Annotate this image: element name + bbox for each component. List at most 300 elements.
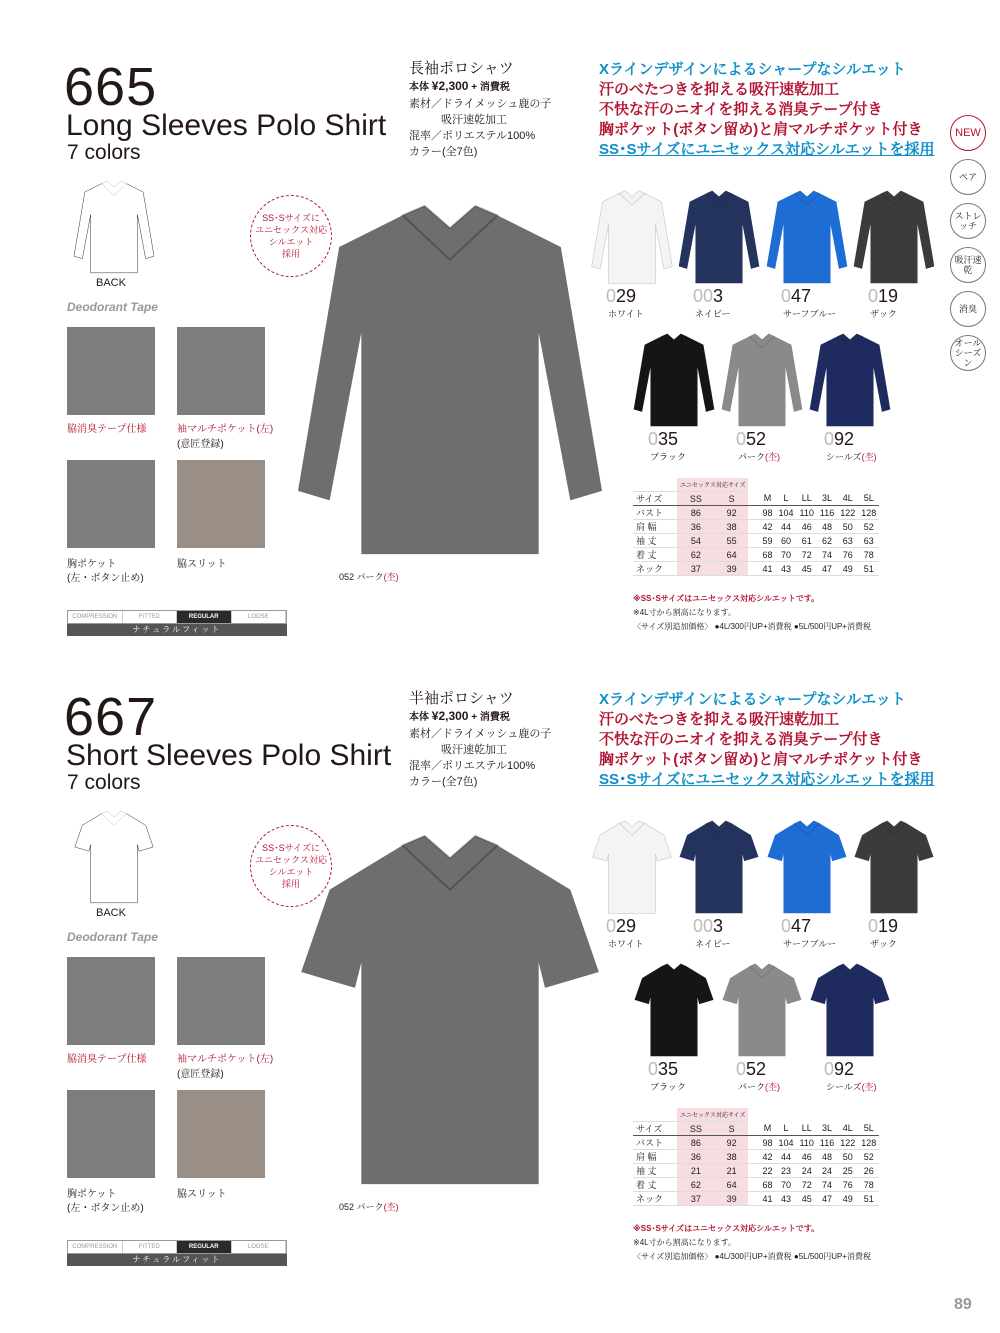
size-row	[633, 1178, 879, 1192]
size-cell: 42	[748, 520, 775, 534]
model-number: 667	[64, 687, 158, 747]
swatch-code-num: 52	[746, 429, 767, 449]
size-cell: 24	[797, 1164, 817, 1178]
stamp-line: SS･Sサイズに	[262, 213, 320, 223]
stamp-line: シルエット	[268, 867, 314, 877]
size-cell: 39	[715, 562, 749, 576]
detail-photo	[177, 957, 265, 1045]
swatch-name-text: ザック	[870, 939, 897, 949]
size-cell: 68	[748, 548, 775, 562]
color-swatch	[808, 958, 892, 1062]
swatch-code	[781, 917, 811, 935]
spec-block	[409, 690, 551, 790]
deodorant-tape-title: Deodorant Tape	[67, 300, 158, 314]
detail-label: 脇消臭テープ仕様	[67, 424, 147, 435]
color-swatch	[852, 185, 936, 289]
price-prefix: 本体	[409, 82, 429, 93]
color-swatch	[808, 328, 892, 432]
detail-label: 脇スリット	[177, 1189, 227, 1200]
swatch-name	[695, 937, 730, 950]
detail-photo	[177, 327, 265, 415]
stamp-line: 採用	[281, 879, 300, 889]
size-cell: 47	[817, 562, 837, 576]
swatch-code	[824, 1060, 854, 1078]
size-cell: 21	[715, 1164, 749, 1178]
stamp-line: ユニセックス対応	[255, 225, 327, 235]
swatch-code-num: 47	[791, 916, 812, 936]
size-cell: 74	[817, 1178, 837, 1192]
size-row	[633, 548, 879, 562]
price-prefix: 本体	[409, 712, 429, 723]
material-finish: 吸汗速乾加工	[441, 114, 507, 126]
swatch-code-prefix: 0	[824, 429, 835, 449]
size-cell: 50	[837, 520, 858, 534]
swatch-code-num: 52	[746, 1059, 767, 1079]
size-header-cell: LL	[797, 492, 817, 506]
size-note: ※SS･Sサイズはユニセックス対応シルエットです。	[633, 1224, 820, 1233]
swatch-code	[606, 917, 636, 935]
detail-photo	[67, 460, 155, 548]
swatch-code	[868, 917, 898, 935]
swatch-name	[870, 937, 897, 950]
swatch-code	[824, 430, 854, 448]
swatch-name	[826, 450, 877, 463]
size-cell: 25	[837, 1164, 858, 1178]
size-note: ※4L寸から割高になります。	[633, 1238, 736, 1247]
size-cell: 46	[797, 520, 817, 534]
size-cell: 38	[715, 520, 749, 534]
price-suffix: + 消費税	[471, 82, 510, 93]
fit-scale	[67, 610, 287, 636]
size-cell: 76	[837, 1178, 858, 1192]
size-cell: 42	[748, 1150, 775, 1164]
color-swatch	[720, 328, 804, 432]
swatch-code-num: 3	[713, 286, 724, 306]
swatch-code-prefix: 0	[781, 286, 792, 306]
product-section-665	[0, 57, 1000, 700]
size-header-cell: 4L	[837, 1122, 858, 1136]
fit-scale	[67, 1240, 287, 1266]
size-header-cell: サイズ	[633, 1122, 677, 1136]
unisex-size-label: ユニセックス対応サイズ	[677, 478, 748, 492]
size-row	[633, 1136, 879, 1150]
product-name-ja: 長袖ポロシャツ	[409, 60, 514, 77]
swatch-code	[781, 287, 811, 305]
swatch-name-text: シールズ	[826, 452, 862, 462]
fit-option: REGULAR	[177, 1241, 232, 1253]
back-shirt-outline	[64, 177, 164, 277]
detail-label: (意匠登録)	[177, 439, 224, 450]
size-cell: 48	[817, 520, 837, 534]
swatch-name-text: シールズ	[826, 1082, 862, 1092]
swatch-mark: (杢)	[861, 452, 877, 462]
size-table	[633, 478, 879, 576]
swatch-code	[606, 287, 636, 305]
detail-photo	[67, 957, 155, 1045]
swatch-shirt	[590, 185, 674, 289]
size-header-cell: S	[715, 1122, 749, 1136]
size-cell: 48	[817, 1150, 837, 1164]
size-cell: 49	[837, 1192, 858, 1206]
fit-row	[67, 1240, 287, 1254]
badge-all-season: オールシーズン	[950, 335, 986, 371]
color-swatch	[765, 815, 849, 919]
color-swatch	[632, 958, 716, 1062]
size-cell: 128	[858, 506, 879, 520]
detail-photo	[67, 327, 155, 415]
color-swatch	[677, 185, 761, 289]
size-cell: 51	[858, 562, 879, 576]
swatch-code	[868, 287, 898, 305]
swatch-code-num: 92	[834, 429, 855, 449]
size-cell: 61	[797, 534, 817, 548]
back-label: BACK	[96, 907, 126, 919]
color-note: カラー(全7色)	[409, 146, 478, 158]
size-header-cell: 5L	[858, 492, 879, 506]
size-cell: 43	[775, 562, 796, 576]
size-cell: 78	[858, 548, 879, 562]
swatch-shirt	[808, 958, 892, 1062]
fit-option: COMPRESSION	[68, 1241, 123, 1253]
swatch-name	[608, 307, 644, 320]
swatch-code-prefix: 0	[868, 916, 879, 936]
size-cell: 袖 丈	[633, 1164, 677, 1178]
main-shirt-shape	[270, 820, 630, 1200]
feature-list	[599, 60, 935, 160]
swatch-shirt	[852, 815, 936, 919]
size-note: ※SS･Sサイズはユニセックス対応シルエットです。	[633, 594, 820, 603]
stamp-line: SS･Sサイズに	[262, 843, 320, 853]
size-cell: 23	[775, 1164, 796, 1178]
swatch-name	[783, 937, 836, 950]
size-cell: 64	[715, 548, 749, 562]
caption-mark: (杢)	[383, 1202, 399, 1212]
swatch-code-prefix: 00	[693, 286, 714, 306]
swatch-name-text: ネイビー	[695, 939, 731, 949]
color-swatch	[720, 958, 804, 1062]
size-cell: 92	[715, 1136, 749, 1150]
caption-name: パーク	[356, 572, 384, 582]
swatch-shirt	[852, 185, 936, 289]
size-cell: 袖 丈	[633, 534, 677, 548]
size-cell: 74	[817, 548, 837, 562]
fit-option: REGULAR	[177, 611, 232, 623]
detail-photo	[67, 1090, 155, 1178]
size-row	[633, 1164, 879, 1178]
detail-photo	[177, 460, 265, 548]
swatch-name	[826, 1080, 877, 1093]
main-product-image	[270, 190, 630, 570]
size-cell: 43	[775, 1192, 796, 1206]
swatch-shirt	[808, 328, 892, 432]
size-cell: 肩 幅	[633, 520, 677, 534]
swatch-shirt	[720, 328, 804, 432]
blend-line: 混率／ポリエステル100%	[409, 760, 536, 772]
size-cell: 52	[858, 1150, 879, 1164]
badge-stretch: ストレッチ	[950, 203, 986, 239]
size-cell: 110	[797, 506, 817, 520]
feature-item: 汗のべたつきを抑える吸汗速乾加工	[599, 711, 840, 728]
size-cell: バスト	[633, 506, 677, 520]
swatch-name	[738, 1080, 780, 1093]
product-name-en: Short Sleeves Polo Shirt	[66, 739, 392, 772]
badge-pair: ペア	[950, 159, 986, 195]
swatch-name-text: ブラック	[650, 452, 686, 462]
feature-item: Xラインデザインによるシャープなシルエット	[599, 691, 906, 708]
swatch-name-text: ホワイト	[608, 939, 644, 949]
detail-label: (左・ボタン止め)	[67, 1203, 144, 1214]
back-view-drawing	[64, 807, 164, 907]
size-cell: 36	[677, 520, 715, 534]
swatch-shirt	[765, 815, 849, 919]
unisex-size-label: ユニセックス対応サイズ	[677, 1108, 748, 1122]
size-cell: 128	[858, 1136, 879, 1150]
size-note: ※4L寸から割高になります。	[633, 608, 736, 617]
size-cell: 116	[817, 506, 837, 520]
detail-label: 胸ポケット	[67, 559, 117, 570]
size-notes	[633, 1222, 871, 1264]
swatch-code-num: 3	[713, 916, 724, 936]
swatch-code	[648, 430, 678, 448]
badge-deodorant: 消臭	[950, 291, 986, 327]
size-cell: 21	[677, 1164, 715, 1178]
detail-label: 袖マルチポケット(左)	[177, 424, 274, 435]
size-header-cell: SS	[677, 492, 715, 506]
size-cell: 122	[837, 1136, 858, 1150]
size-cell: 63	[858, 534, 879, 548]
swatch-code-prefix: 0	[824, 1059, 835, 1079]
swatch-code	[693, 917, 723, 935]
fit-option: COMPRESSION	[68, 611, 123, 623]
size-cell: 41	[748, 562, 775, 576]
swatch-mark: (杢)	[765, 452, 781, 462]
size-cell: 55	[715, 534, 749, 548]
size-cell: 62	[677, 548, 715, 562]
size-cell: 76	[837, 548, 858, 562]
size-cell: 116	[817, 1136, 837, 1150]
fit-label: ナチュラルフィット	[67, 624, 287, 636]
size-cell: 45	[797, 1192, 817, 1206]
size-cell: 37	[677, 562, 715, 576]
fit-row	[67, 610, 287, 624]
stamp-line: シルエット	[268, 237, 314, 247]
size-cell: 46	[797, 1150, 817, 1164]
size-cell: 86	[677, 1136, 715, 1150]
size-cell: 47	[817, 1192, 837, 1206]
swatch-shirt	[720, 958, 804, 1062]
blend-line: 混率／ポリエステル100%	[409, 130, 536, 142]
size-table	[633, 1108, 879, 1206]
badge-sweat-dry: 吸汗速乾	[950, 247, 986, 283]
swatch-code-prefix: 0	[606, 916, 617, 936]
size-cell: 110	[797, 1136, 817, 1150]
swatch-name-text: サーフブルー	[783, 939, 837, 949]
swatch-code-prefix: 0	[648, 429, 659, 449]
size-header-cell: 5L	[858, 1122, 879, 1136]
color-note: カラー(全7色)	[409, 776, 478, 788]
size-header-cell: M	[748, 492, 775, 506]
size-cell: 45	[797, 562, 817, 576]
swatch-mark: (杢)	[861, 1082, 877, 1092]
spec-block	[409, 60, 551, 160]
size-cell: 72	[797, 1178, 817, 1192]
size-cell: 24	[817, 1164, 837, 1178]
price-line	[409, 708, 551, 726]
swatch-code	[736, 430, 766, 448]
detail-label: (左・ボタン止め)	[67, 573, 144, 584]
swatch-code-prefix: 0	[648, 1059, 659, 1079]
swatch-shirt	[632, 328, 716, 432]
size-notes	[633, 592, 871, 634]
main-image-caption	[339, 1200, 399, 1213]
main-shirt-shape	[270, 190, 630, 570]
size-cell: 39	[715, 1192, 749, 1206]
swatch-shirt	[765, 185, 849, 289]
model-number: 665	[64, 57, 158, 117]
swatch-code-num: 47	[791, 286, 812, 306]
detail-photo	[177, 1090, 265, 1178]
caption-code: 052	[339, 572, 355, 582]
size-cell: 41	[748, 1192, 775, 1206]
swatch-name-text: パーク	[738, 452, 766, 462]
size-cell: 38	[715, 1150, 749, 1164]
swatch-code-prefix: 0	[781, 916, 792, 936]
swatch-name-text: パーク	[738, 1082, 766, 1092]
swatch-shirt	[677, 185, 761, 289]
size-cell: 86	[677, 506, 715, 520]
size-header-cell: LL	[797, 1122, 817, 1136]
size-cell: ネック	[633, 562, 677, 576]
size-cell: 72	[797, 548, 817, 562]
size-header-cell: 3L	[817, 1122, 837, 1136]
stamp-line: 採用	[281, 249, 300, 259]
feature-item: 胸ポケット(ボタン留め)と肩マルチポケット付き	[599, 121, 923, 138]
swatch-code-num: 92	[834, 1059, 855, 1079]
size-cell: 51	[858, 1192, 879, 1206]
size-row	[633, 506, 879, 520]
back-view-drawing	[64, 177, 164, 277]
swatch-code	[736, 1060, 766, 1078]
feature-list	[599, 690, 935, 790]
swatch-code-num: 35	[658, 429, 679, 449]
price-line	[409, 78, 551, 96]
size-header-cell: サイズ	[633, 492, 677, 506]
size-cell: バスト	[633, 1136, 677, 1150]
size-cell: 26	[858, 1164, 879, 1178]
swatch-code-prefix: 0	[868, 286, 879, 306]
swatch-code-num: 19	[878, 916, 899, 936]
size-cell: 64	[715, 1178, 749, 1192]
swatch-name	[695, 307, 730, 320]
swatch-code	[693, 287, 723, 305]
detail-label: 胸ポケット	[67, 1189, 117, 1200]
badge-new: NEW	[950, 115, 986, 151]
material-line: 素材／ドライメッシュ鹿の子	[409, 98, 552, 110]
size-cell: 70	[775, 548, 796, 562]
swatch-code-prefix: 0	[736, 1059, 747, 1079]
fit-option: FITTED	[123, 1241, 178, 1253]
size-cell: 22	[748, 1164, 775, 1178]
color-swatch	[765, 185, 849, 289]
size-header-cell: 3L	[817, 492, 837, 506]
swatch-name	[650, 1080, 686, 1093]
back-label: BACK	[96, 277, 126, 289]
caption-mark: (杢)	[383, 572, 399, 582]
price-value: ¥2,300	[431, 709, 469, 723]
feature-item: 胸ポケット(ボタン留め)と肩マルチポケット付き	[599, 751, 923, 768]
fit-option: LOOSE	[232, 1241, 287, 1253]
size-cell: 36	[677, 1150, 715, 1164]
detail-label: 脇スリット	[177, 559, 227, 570]
swatch-shirt	[632, 958, 716, 1062]
size-header-cell: 4L	[837, 492, 858, 506]
size-cell: 122	[837, 506, 858, 520]
swatch-shirt	[590, 815, 674, 919]
price-suffix: + 消費税	[471, 712, 510, 723]
swatch-name	[738, 450, 780, 463]
swatch-mark: (杢)	[765, 1082, 781, 1092]
size-cell: 60	[775, 534, 796, 548]
swatch-code-prefix: 0	[736, 429, 747, 449]
size-note: 〈サイズ別追加価格〉 ●4L/300円UP+消費税 ●5L/500円UP+消費税	[633, 1252, 871, 1261]
price-value: ¥2,300	[431, 79, 469, 93]
size-cell: 着 丈	[633, 1178, 677, 1192]
swatch-code-num: 19	[878, 286, 899, 306]
swatch-name	[608, 937, 644, 950]
swatch-name-text: ネイビー	[695, 309, 731, 319]
color-swatch	[677, 815, 761, 919]
size-row	[633, 562, 879, 576]
feature-item: SS･Sサイズにユニセックス対応シルエットを採用	[599, 771, 935, 788]
color-swatch	[590, 815, 674, 919]
size-cell: 62	[677, 1178, 715, 1192]
size-row	[633, 534, 879, 548]
swatch-code-num: 29	[616, 916, 637, 936]
product-name-ja: 半袖ポロシャツ	[409, 690, 514, 707]
feature-item: 汗のべたつきを抑える吸汗速乾加工	[599, 81, 840, 98]
size-cell: 肩 幅	[633, 1150, 677, 1164]
size-cell: 63	[837, 534, 858, 548]
size-cell: 70	[775, 1178, 796, 1192]
swatch-name	[783, 307, 836, 320]
swatch-code-prefix: 0	[606, 286, 617, 306]
swatch-code-num: 35	[658, 1059, 679, 1079]
size-cell: 104	[775, 1136, 796, 1150]
color-count: 7 colors	[67, 141, 141, 164]
swatch-code-num: 29	[616, 286, 637, 306]
swatch-name-text: ザック	[870, 309, 897, 319]
size-cell: 62	[817, 534, 837, 548]
detail-label: 袖マルチポケット(左)	[177, 1054, 274, 1065]
swatch-code-prefix: 00	[693, 916, 714, 936]
fit-option: FITTED	[123, 611, 178, 623]
size-header-cell: S	[715, 492, 749, 506]
feature-item: 不快な汗のニオイを抑える消臭テープ付き	[599, 101, 883, 118]
main-image-caption	[339, 570, 399, 583]
size-header-cell: SS	[677, 1122, 715, 1136]
size-cell: 98	[748, 506, 775, 520]
feature-badges	[950, 115, 986, 379]
fit-label: ナチュラルフィット	[67, 1254, 287, 1266]
swatch-shirt	[677, 815, 761, 919]
size-cell: 37	[677, 1192, 715, 1206]
swatch-name-text: ブラック	[650, 1082, 686, 1092]
swatch-name	[650, 450, 686, 463]
color-swatch	[632, 328, 716, 432]
size-cell: 50	[837, 1150, 858, 1164]
size-cell: 着 丈	[633, 548, 677, 562]
size-cell: 104	[775, 506, 796, 520]
